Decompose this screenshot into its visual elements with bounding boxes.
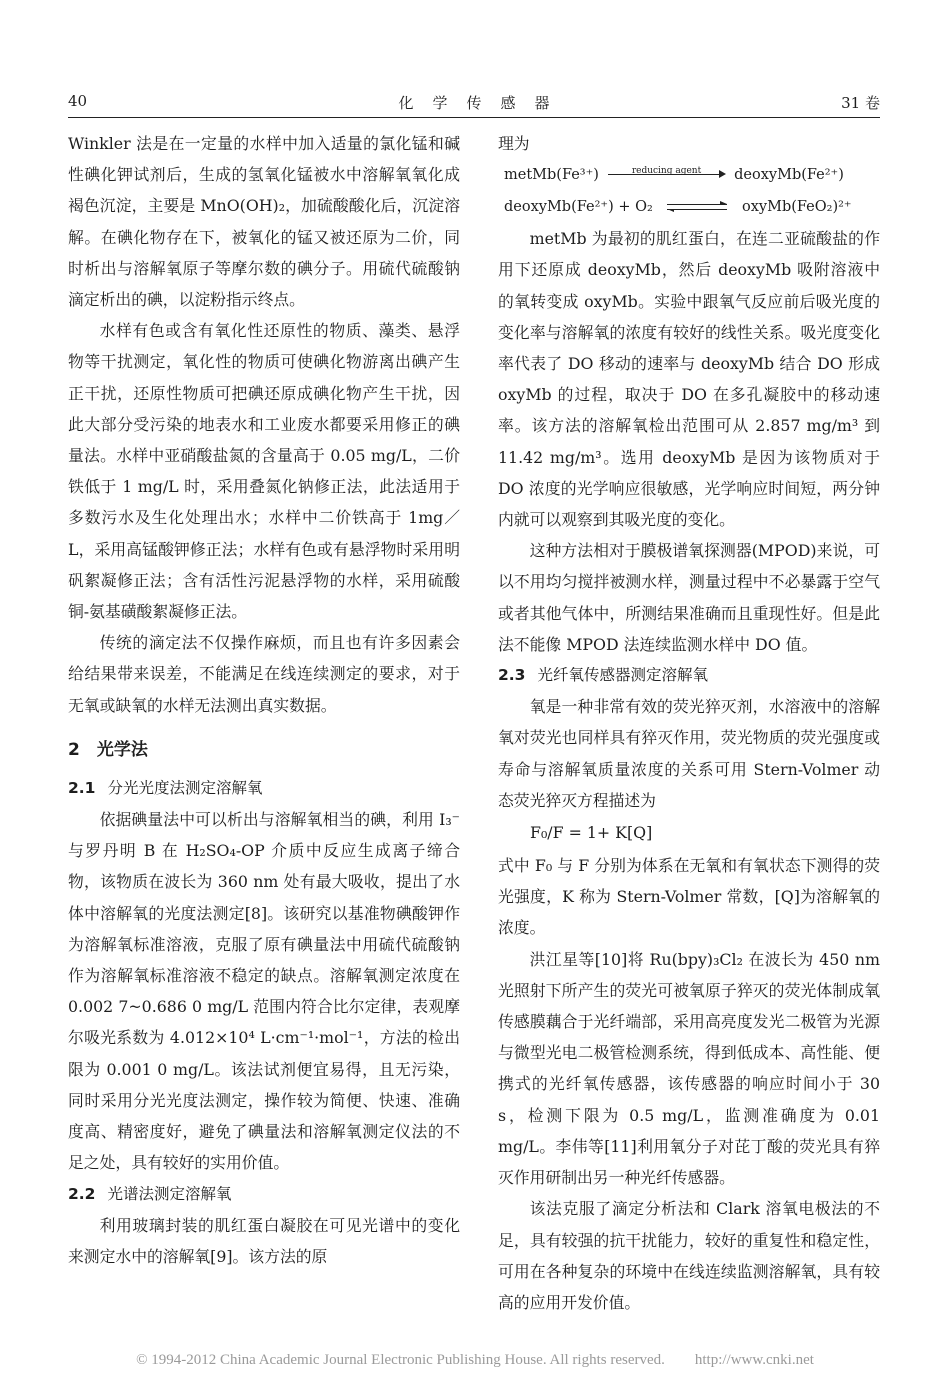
paragraph: 传统的滴定法不仅操作麻烦，而且也有许多因素会给结果带来误差，不能满足在线连续测定的要求，对于无氧或缺氧的水样无法测出真实数据。 — [68, 633, 460, 715]
subsection-title: 光谱法测定溶解氧 — [107, 1184, 232, 1203]
subsection-title: 分光光度法测定溶解氧 — [107, 778, 263, 797]
left-column — [68, 128, 460, 1272]
paragraph: metMb 为最初的肌红蛋白，在连二亚硫酸盐的作用下还原成 deoxyMb，然后 deoxyMb 吸附溶液中的氧转变成 oxyMb。实验中跟氧气反应前后吸光度的变化率与溶解氧的浓度有较好的线性关系。吸光度变化率代表了 DO 移动的速率与 deoxyMb 结合 DO 形成 oxyMb 的过程，取决于 DO 在多孔凝胶中的移动速率。该方法的溶解氧检出范围可从 2.857 mg/m³ 到 11.42 mg/m³。选用 deoxyMb 是因为该物质对于 DO 浓度的光学响应很敏感，光学响应时间短，两分钟内就可以观察到其吸光度的变化。 — [498, 229, 880, 530]
paragraph: 水样有色或含有氧化性还原性的物质、藻类、悬浮物等干扰测定，氧化性的物质可使碘化物游离出碘产生正干扰，还原性物质可把碘还原成碘化物产生干扰，因此大部分受污染的地表水和工业废水都要采用修正的碘量法。水样中亚硝酸盐氮的含量高于 0.05 mg/L，二价铁低于 1 mg/L 时，采用叠氮化钠修正法，此法适用于多数污水及生化处理出水；水样中二价铁高于 1mg／L，采用高锰酸钾修正法；水样有色或有悬浮物时采用明矾絮凝修正法；含有活性污泥悬浮物的水样，采用硫酸铜-氨基磺酸絮凝修正法。 — [68, 321, 460, 622]
page-number: 40 — [68, 92, 88, 110]
paragraph: 利用玻璃封装的肌红蛋白凝胶在可见光谱中的变化来测定水中的溶解氧[9]。该方法的原 — [68, 1215, 460, 1266]
section-heading: 2 光学法 — [68, 739, 148, 760]
paragraph: 洪江星等[10]将 Ru(bpy)₃Cl₂ 在波长为 450 nm 光照射下所产生的荧光可被氧原子猝灭的荧光体制成氧传感膜藕合于光纤端部，采用高亮度发光二极管为光源与微型光电二极管检测系统，得到低成本、高性能、便携式的光纤氧传感器，该传感器的响应时间小于 30 s，检测下限为 0.5 mg/L，监测准确度为 0.01 mg/L。李伟等[11]利用氧分子对芘丁酸的荧光具有猝灭作用研制出另一种光纤传感器。 — [498, 949, 880, 1188]
eq-product: deoxyMb(Fe²⁺) — [734, 167, 844, 184]
paragraph: 这种方法相对于膜极谱氧探测器(MPOD)来说，可以不用均匀搅拌被测水样，测量过程中不必暴露于空气或者其他气体中，所测结果准确而且重现性好。但是此法不能像 MPOD 法连续监测水样中 DO 值。 — [498, 541, 880, 654]
subsection-heading — [498, 660, 880, 691]
paragraph: 依据碘量法中可以析出与溶解氧相当的碘，利用 I₃⁻与罗丹明 B 在 H₂SO₄-OP 介质中反应生成离子缔合物，该物质在波长为 360 nm 处有最大吸收，提出了水体中溶解氧的光度法测定[8]。该研究以基准物碘酸钾作为溶解氧标准溶液，克服了原有碘量法中用硫代硫酸钠作为溶解氧标准溶液不稳定的缺点。溶解氧测定浓度在 0.002 7~0.686 0 mg/L 范围内符合比尔定律，表观摩尔吸光系数为 4.012×10⁴ L·cm⁻¹·mol⁻¹，方法的检出限为 0.001 0 mg/L。该法试剂便宜易得，且无污染，同时采用分光光度法测定，操作较为简便、快速、准确度高、精密度好，避免了碘量法和溶解氧测定仪法的不足之处，具有较好的实用价值。 — [68, 810, 460, 1173]
volume-label: 31 卷 — [841, 94, 880, 112]
paragraph: 该法克服了滴定分析法和 Clark 溶氧电极法的不足，具有较强的抗干扰能力，较好的重复性和稳定性，可用在各种复杂的环境中在线连续监测溶解氧，具有较高的应用开发价值。 — [498, 1199, 880, 1312]
stern-volmer-formula: F₀/F = 1+ K[Q] — [530, 823, 653, 843]
equilibrium-arrow-icon — [667, 201, 727, 213]
paragraph: Winkler 法是在一定量的水样中加入适量的氯化锰和碱性碘化钾试剂后，生成的氢氧化锰被水中溶解氧氧化成褐色沉淀，主要是 MnO(OH)₂，加硫酸酸化后，沉淀溶解。在碘化物存在下，被氧化的锰又被还原为二价，同时析出与溶解氧原子等摩尔数的碘分子。用硫代硫酸钠滴定析出的碘，以淀粉指示终点。 — [68, 134, 460, 310]
arrow-label: reducing agent — [631, 166, 702, 177]
reaction-arrow-icon — [608, 166, 726, 180]
subsection-number: 2.2 — [68, 1184, 96, 1203]
subsection-number: 2.3 — [498, 666, 526, 685]
subsection-number: 2.1 — [68, 778, 96, 797]
eq-reactant: metMb(Fe³⁺) — [504, 167, 599, 184]
subsection-heading — [68, 1179, 460, 1210]
subsection-title: 光纤氧传感器测定溶解氧 — [537, 666, 708, 685]
right-column — [498, 128, 880, 1318]
reaction-equation-1 — [498, 159, 880, 191]
reaction-equation-2 — [498, 191, 880, 223]
paragraph: 式中 F₀ 与 F 分别为体系在无氧和有氧状态下测得的荧光强度，K 称为 Stern-Volmer 常数，[Q]为溶解氧的浓度。 — [498, 856, 880, 938]
subsection-heading — [68, 773, 460, 804]
paragraph: 氧是一种非常有效的荧光猝灭剂，水溶液中的溶解氧对荧光也同样具有猝灭作用，荧光物质的荧光强度或寿命与溶解氧质量浓度的关系可用 Stern-Volmer 动态荧光猝灭方程描述为 — [498, 697, 880, 810]
header-rule — [68, 117, 880, 118]
eq-product: oxyMb(FeO₂)²⁺ — [742, 199, 852, 216]
paragraph: 理为 — [498, 134, 530, 153]
copyright-footer: © 1994-2012 China Academic Journal Electronic Publishing House. All rights reserved. http://www.cnki.net — [136, 1352, 814, 1368]
eq-reactant: deoxyMb(Fe²⁺) + O₂ — [504, 199, 653, 216]
journal-title: 化 学 传 感 器 — [398, 94, 552, 112]
